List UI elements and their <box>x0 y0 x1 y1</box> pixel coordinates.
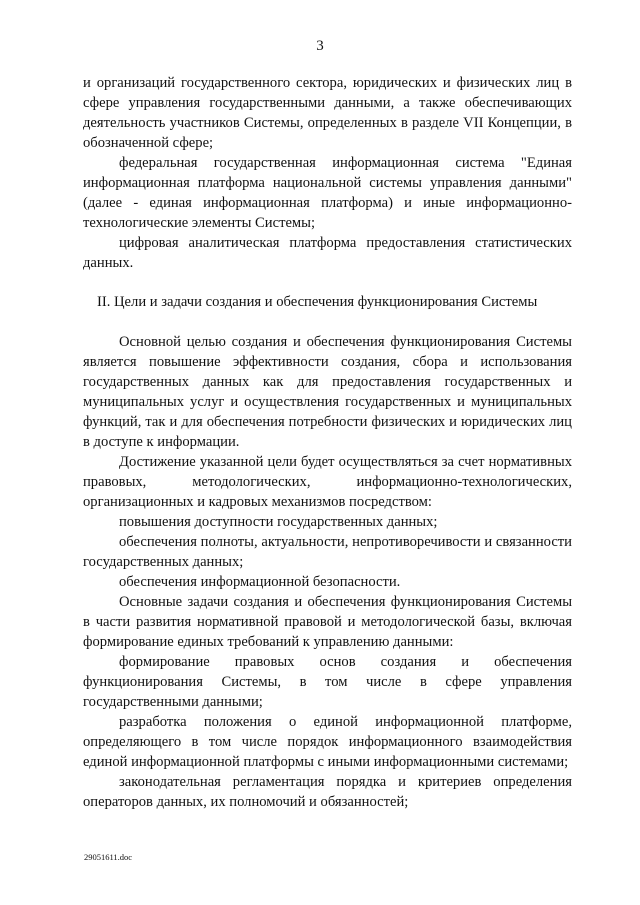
paragraph: Основные задачи создания и обеспечения функционирования Системы в части развития нормативной правовой и методологической базы, включая формирование единых требований к управлению данными: <box>83 594 572 650</box>
list-item: повышения доступности государственных данных; <box>119 514 438 530</box>
paragraph: Достижение указанной цели будет осуществляться за счет нормативных правовых, методологических, информационно-технологических, организационных и кадровых механизмов посредством: <box>83 454 572 510</box>
paragraph: Основной целью создания и обеспечения функционирования Системы является повышение эффективности создания, сбора и использования государственных данных как для предоставления государственных и муниципальных услуг и осуществления государственных и муниципальных функций, так и для обеспечения потребности физических и юридических лиц в доступе к информации. <box>83 334 572 450</box>
section-heading: II. Цели и задачи создания и обеспечения функционирования Системы <box>97 294 538 310</box>
list-item: разработка положения о единой информационной платформе, определяющего в том числе порядок информационного взаимодействия единой информационной платформы с иными информационными системами; <box>83 714 572 770</box>
paragraph: цифровая аналитическая платформа предоставления статистических данных. <box>83 235 572 271</box>
document-body <box>83 73 572 812</box>
page-number: 3 <box>316 38 324 54</box>
paragraph: и организаций государственного сектора, юридических и физических лиц в сфере управления государственными данными, а также обеспечивающих деятельность участников Системы, определенных в разделе VII Концепции, в обозначенной сфере; <box>83 75 572 151</box>
list-item: формирование правовых основ создания и обеспечения функционирования Системы, в том числе в сфере управления государственными данными; <box>83 654 572 710</box>
paragraph: федеральная государственная информационная система "Единая информационная платформа национальной системы управления данными" (далее - единая информационная платформа) и иные информационно-технологические элементы Системы; <box>83 155 572 231</box>
list-item: обеспечения полноты, актуальности, непротиворечивости и связанности государственных данных; <box>83 534 572 570</box>
footer-file-code: 29051611.doc <box>84 852 133 862</box>
list-item: законодательная регламентация порядка и критериев определения операторов данных, их полномочий и обязанностей; <box>83 774 572 810</box>
list-item: обеспечения информационной безопасности. <box>119 574 401 590</box>
